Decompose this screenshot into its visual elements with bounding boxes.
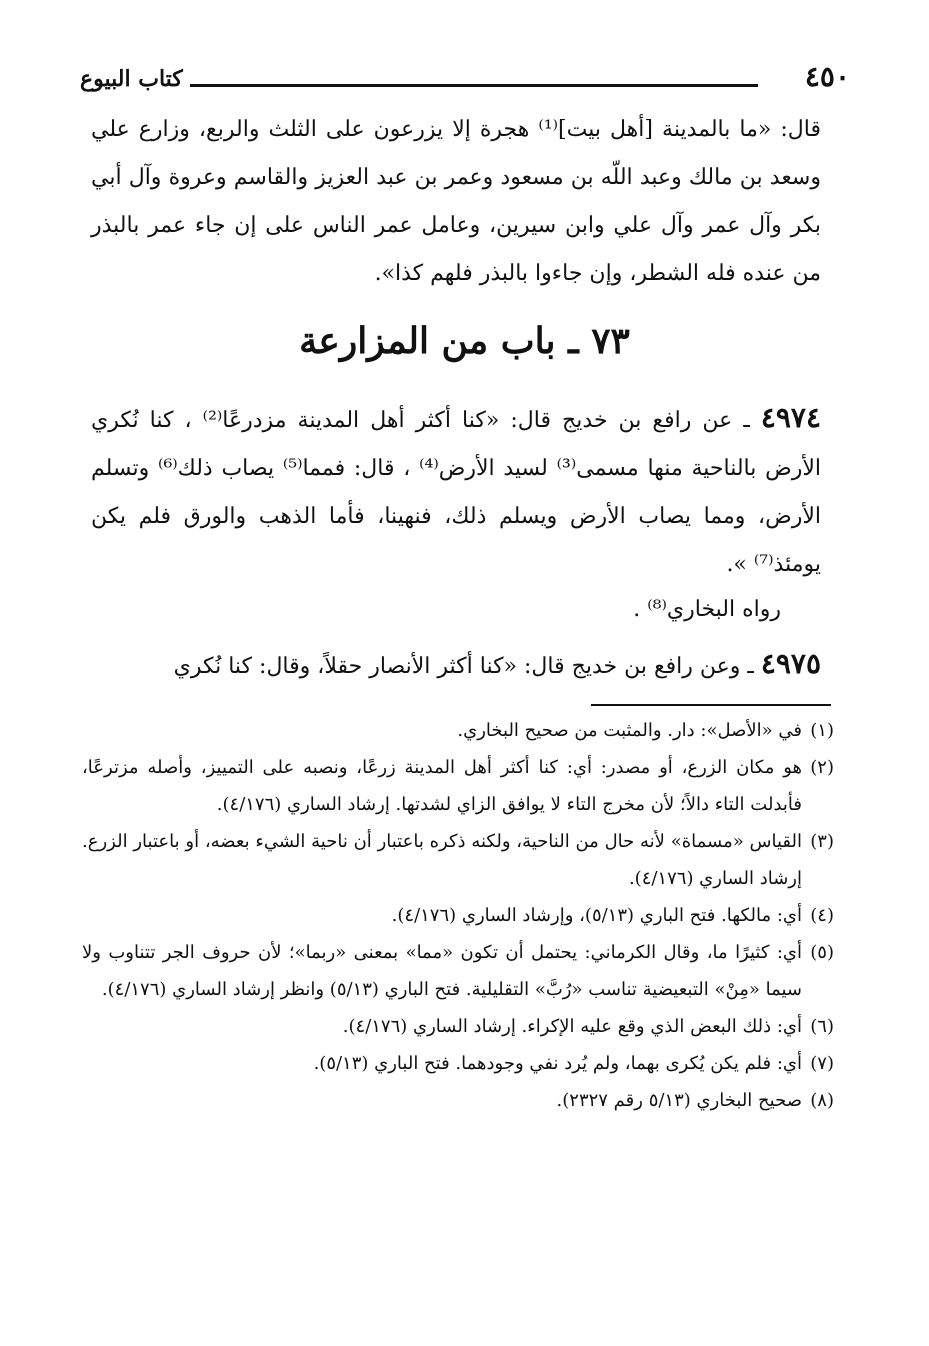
footnote-number: (١) xyxy=(810,720,834,741)
page-number: ٤٥٠ xyxy=(804,60,850,93)
footnote-separator xyxy=(591,704,831,706)
hadith-4975 xyxy=(91,640,821,691)
footnote-number: (٦) xyxy=(810,1016,834,1037)
footnotes xyxy=(82,712,834,1119)
hadith-source-text: رواه البخاري⁽⁸⁾ . xyxy=(633,597,781,622)
header-rule xyxy=(190,84,758,87)
hadith-text: ـ وعن رافع بن خديج قال: «كنا أكثر الأنصار حقلاً، وقال: كنا نُكري xyxy=(173,654,754,679)
intro-paragraph: قال: «ما بالمدينة [أهل بيت]⁽¹⁾ هجرة إلا يزرعون على الثلث والربع، وزارع علي وسعد بن مالك وعبد اللّه بن مسعود وعمر بن عبد العزيز والقاسم وعروة وآل أبي بكر وآل عمر وآل علي وابن سيرين، وعامل عمر الناس على إن جاء عمر بالبذر من عنده فله الشطر، وإن جاءوا بالبذر فلهم كذا». xyxy=(91,117,822,286)
running-header xyxy=(80,60,850,100)
footnote-text: في «الأصل»: دار. والمثبت من صحيح البخاري. xyxy=(457,720,802,741)
footnote-text: أي: ذلك البعض الذي وقع عليه الإكراء. إرشاد الساري (٤/١٧٦). xyxy=(342,1016,802,1037)
footnote-text: هو مكان الزرع، أو مصدر: أي: كنا أكثر أهل المدينة زرعًا، ونصبه على التمييز، وأصله مزترعًا، فأبدلت التاء دالاً؛ لأن مخرج التاء لا يوافق الزاي لشدتها. إرشاد الساري (٤/١٧٦). xyxy=(82,757,802,815)
footnote-number: (٥) xyxy=(810,942,834,963)
footnote-text: أي: كثيرًا ما، وقال الكرماني: يحتمل أن تكون «مما» بمعنى «ربما»؛ لأن حروف الجر تتناوب ولا سيما «مِنْ» التبعيضية تناسب «رُبَّ» التقليلية. فتح الباري (٥/١٣) وانظر إرشاد الساري (٤/١٧٦). xyxy=(82,942,802,1000)
footnote-text: أي: فلم يكن يُكرى بهما، ولم يُرد نفي وجودهما. فتح الباري (٥/١٣). xyxy=(313,1053,802,1074)
footnote-number: (٧) xyxy=(810,1053,834,1074)
footnote-4 xyxy=(82,897,834,934)
footnote-7 xyxy=(82,1045,834,1082)
footnote-5 xyxy=(82,934,834,1008)
book-title: كتاب البيوع xyxy=(80,66,183,92)
footnote-text: صحيح البخاري (٥/١٣ رقم ٢٣٢٧). xyxy=(556,1090,802,1111)
footnote-number: (٢) xyxy=(810,757,834,778)
hadith-number: ٤٩٧٥ xyxy=(760,647,821,680)
footnote-6 xyxy=(82,1008,834,1045)
footnote-text: أي: مالكها. فتح الباري (٥/١٣)، وإرشاد الساري (٤/١٧٦). xyxy=(391,905,802,926)
footnote-number: (٨) xyxy=(810,1090,834,1111)
hadith-4974 xyxy=(91,394,821,589)
hadith-source xyxy=(91,586,821,634)
footnote-8 xyxy=(82,1082,834,1119)
hadith-text: ـ عن رافع بن خديج قال: «كنا أكثر أهل المدينة مزدرعًا⁽²⁾ ، كنا نُكري الأرض بالناحية منها مسمى⁽³⁾ لسيد الأرض⁽⁴⁾ ، قال: فمما⁽⁵⁾ يصاب ذلك⁽⁶⁾ وتسلم الأرض، ومما يصاب الأرض ويسلم ذلك، فنهينا، فأما الذهب والورق فلم يكن يومئذ⁽⁷⁾ ». xyxy=(91,408,821,577)
hadith-number: ٤٩٧٤ xyxy=(760,401,821,434)
footnote-1 xyxy=(82,712,834,749)
footnote-text: القياس «مسماة» لأنه حال من الناحية، ولكنه ذكره باعتبار أن ناحية الشيء بعضه، أو باعتبار الزرع. إرشاد الساري (٤/١٧٦). xyxy=(82,831,802,889)
footnote-2 xyxy=(82,749,834,823)
footnote-3 xyxy=(82,823,834,897)
footnote-number: (٤) xyxy=(810,905,834,926)
chapter-title: ٧٣ ـ باب من المزارعة xyxy=(299,320,630,362)
footnote-number: (٣) xyxy=(810,831,834,852)
